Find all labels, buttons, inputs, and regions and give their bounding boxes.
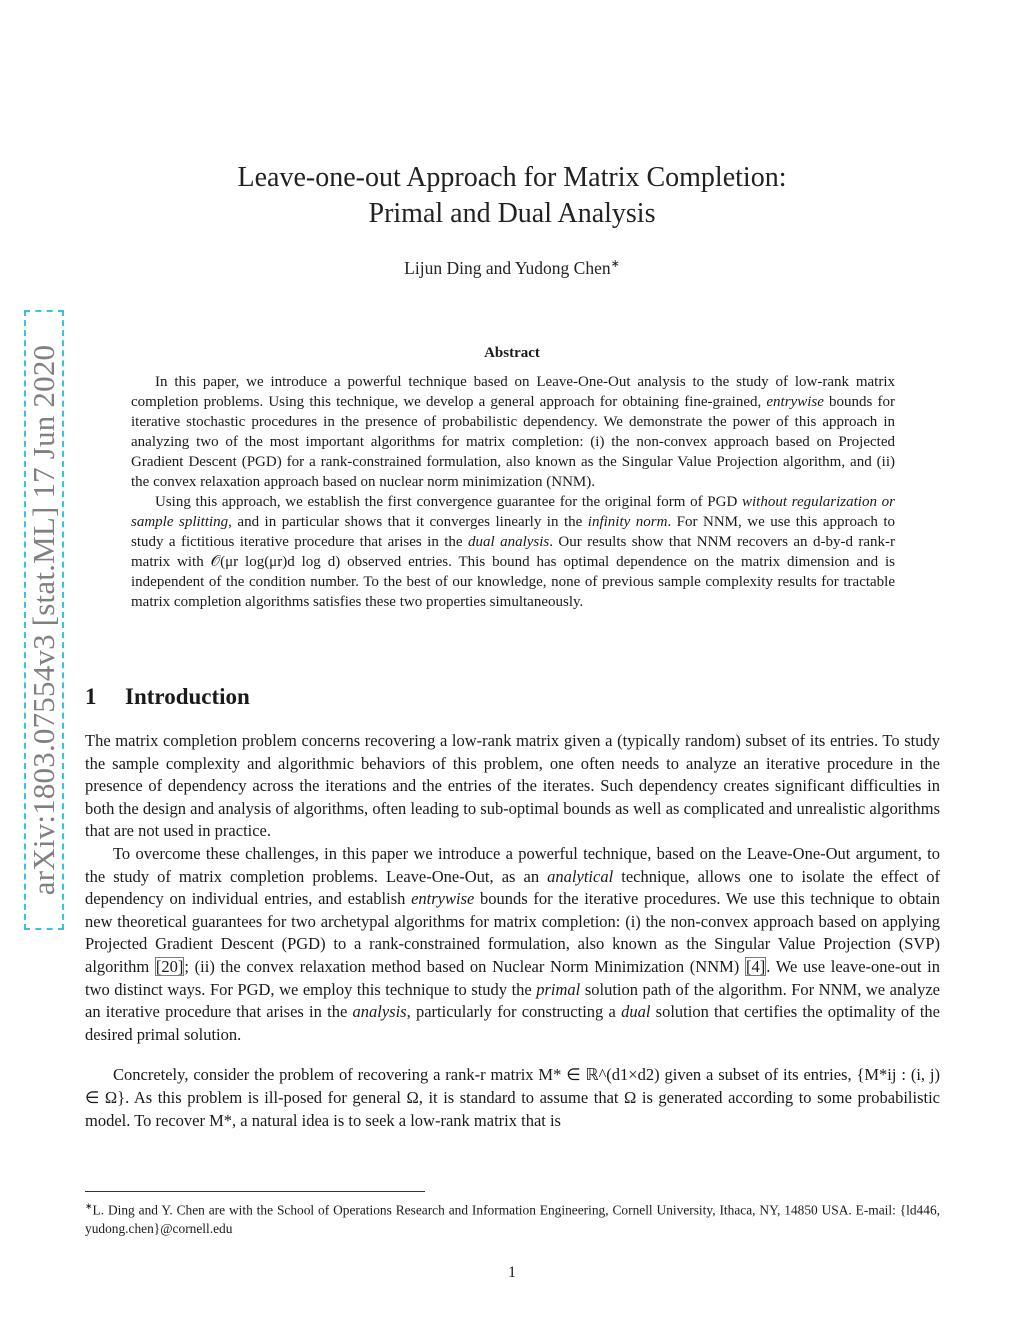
author-names: Lijun Ding and Yudong Chen — [404, 257, 611, 278]
section-title: Introduction — [125, 684, 250, 709]
section-heading — [85, 684, 250, 710]
abstract — [131, 372, 895, 612]
body-paragraph-2: To overcome these challenges, in this paper we introduce a powerful technique, based on the Leave-One-Out argument, to the study of matrix completion problems. Leave-One-Out, as an analytical technique, allows one to isolate the effect of dependency on individual entries, and establish entrywise bounds for the iterative procedures. We use this technique to obtain new theoretical guarantees for two archetypal algorithms for matrix completion: (i) the non-convex approach based on applying Projected Gradient Descent (PGD) to a rank-constrained formulation, also known as the Singular Value Projection (SVP) algorithm [20]; (ii) the convex relaxation method based on Nuclear Norm Minimization (NNM) [4]. We use leave-one-out in two distinct ways. For PGD, we employ this technique to study the primal solution path of the algorithm. For NNM, we analyze an iterative procedure that arises in the analysis, particularly for constructing a dual solution that certifies the optimality of the desired primal solution. — [85, 843, 941, 1044]
footnote-rule — [85, 1191, 425, 1192]
citation-link-4[interactable]: [4] — [745, 956, 766, 976]
page-number: 1 — [508, 1264, 516, 1281]
authors — [180, 257, 844, 279]
abstract-heading: Abstract — [484, 345, 540, 361]
arxiv-stamp-text: arXiv:1803.07554v3 [stat.ML] 17 Jun 2020 — [26, 344, 61, 896]
author-footnote-mark: ∗ — [610, 258, 620, 270]
arxiv-stamp — [24, 310, 64, 930]
body-paragraph-1: The matrix completion problem concerns recovering a low-rank matrix given a (typically random) subset of its entries. To study the sample complexity and algorithmic behaviors of this problem, one often needs to analyze an iterative procedure in the presence of dependency across the iterations and the entries of the iterates. Such dependency creates significant difficulties in both the design and analysis of algorithms, often leading to sub-optimal bounds as well as complicated and unrealistic algorithms that are not used in practice. — [85, 731, 940, 841]
paper-title — [180, 160, 844, 232]
footnote-text: L. Ding and Y. Chen are with the School of Operations Research and Information Engineering, Cornell University, Ithaca, NY, 14850 USA. E-mail: {ld446, yudong.chen}@cornell.edu — [85, 1202, 940, 1237]
abstract-paragraph-1: In this paper, we introduce a powerful technique based on Leave-One-Out analysis to the study of low-rank matrix completion problems. Using this technique, we develop a general approach for obtaining fine-grained, entrywise bounds for iterative stochastic procedures in the presence of probabilistic dependency. We demonstrate the power of this approach in analyzing two of the most important algorithms for matrix completion: (i) the non-convex approach based on Projected Gradient Descent (PGD) for a rank-constrained formulation, also known as the Singular Value Projection algorithm, and (ii) the convex relaxation approach based on nuclear norm minimization (NNM). — [131, 374, 895, 490]
title-line-2: Primal and Dual Analysis — [368, 198, 656, 229]
section-number: 1 — [85, 684, 97, 709]
body-text — [85, 730, 940, 1132]
title-line-1: Leave-one-out Approach for Matrix Completion: — [237, 162, 787, 193]
citation-link-20[interactable]: [20] — [155, 956, 184, 976]
abstract-paragraph-2: Using this approach, we establish the first convergence guarantee for the original form of PGD without regularization or sample splitting, and in particular shows that it converges linearly in the infinity norm. For NNM, we use this approach to study a fictitious iterative procedure that arises in the dual analysis. Our results show that NNM recovers an d-by-d rank-r matrix with 𝒪(μr log(μr)d log d) observed entries. This bound has optimal dependence on the matrix dimension and is independent of the condition number. To the best of our knowledge, none of previous sample complexity results for tractable matrix completion algorithms satisfies these two properties simultaneously. — [131, 494, 895, 610]
footnote-mark: ∗ — [85, 1201, 93, 1211]
body-paragraph-3: Concretely, consider the problem of recovering a rank-r matrix M* ∈ ℝ^(d1×d2) given a subset of its entries, {M*ij : (i, j) ∈ Ω}. As this problem is ill-posed for general Ω, it is standard to assume that Ω is generated according to some probabilistic model. To recover M*, a natural idea is to seek a low-rank matrix that is — [85, 1065, 940, 1130]
footnote — [85, 1197, 940, 1238]
